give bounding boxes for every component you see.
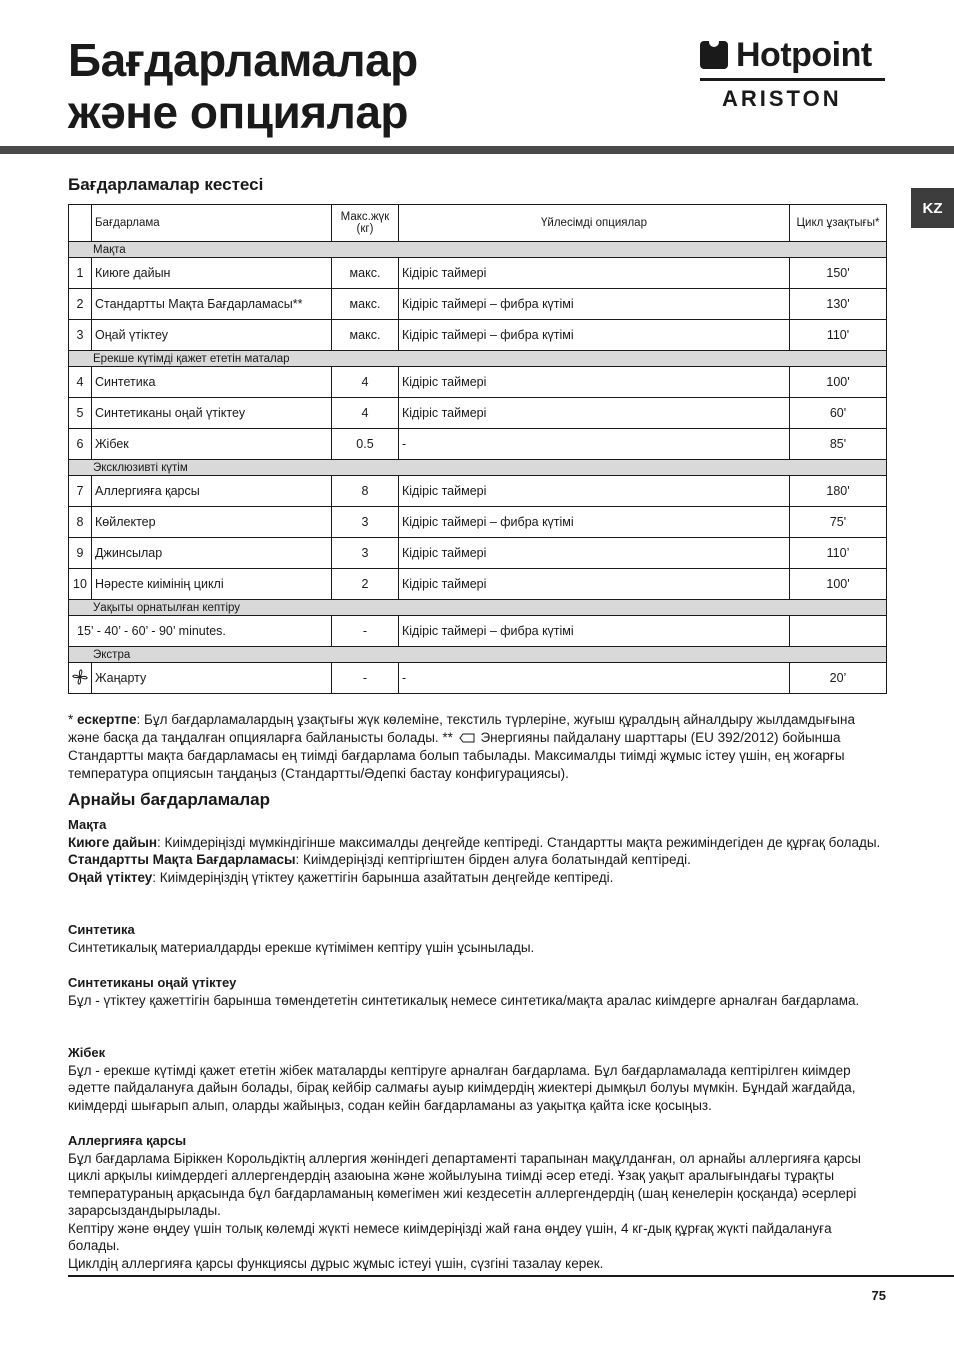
program-name: Джинсылар <box>92 538 332 569</box>
program-load: 4 <box>332 367 399 398</box>
section-silk <box>68 1044 886 1114</box>
program-name: Нәресте киімінің циклі <box>92 569 332 600</box>
table-row <box>69 616 887 647</box>
program-duration <box>790 616 887 647</box>
synthetic-easy-text: Бұл - үтіктеу қажеттігін барынша төмендететін синтетикалық немесе синтетика/мақта аралас киімдерге арналған бағдарлама. <box>68 992 860 1008</box>
synthetic-easy-heading: Синтетиканы оңай үтіктеу <box>68 975 237 990</box>
synthetic-text: Синтетикалық материалдарды ерекше күтімімен кептіру үшін ұсынылады. <box>68 939 535 955</box>
section-synthetic <box>68 921 886 956</box>
title-line-1: Бағдарламалар <box>68 34 418 86</box>
program-options: Кідіріс таймері <box>399 258 790 289</box>
program-duration: 100' <box>790 569 887 600</box>
program-load: 2 <box>332 569 399 600</box>
program-number <box>69 663 92 694</box>
program-number: 10 <box>69 569 92 600</box>
table-row <box>69 398 887 429</box>
program-duration: 110' <box>790 320 887 351</box>
header-divider <box>0 146 954 154</box>
program-options: Кідіріс таймері <box>399 538 790 569</box>
silk-heading: Жібек <box>68 1045 106 1060</box>
header-load: Макс.жүк (кг) <box>332 205 399 242</box>
program-duration: 75' <box>790 507 887 538</box>
program-duration: 20’ <box>790 663 887 694</box>
program-load: 3 <box>332 507 399 538</box>
program-name: Көйлектер <box>92 507 332 538</box>
footer-divider <box>68 1275 954 1277</box>
program-number: 8 <box>69 507 92 538</box>
program-load: макс. <box>332 289 399 320</box>
program-duration: 110’ <box>790 538 887 569</box>
program-duration: 130' <box>790 289 887 320</box>
cotton-heading: Мақта <box>68 817 107 832</box>
hotpoint-logo-icon <box>700 41 728 69</box>
table-header-row <box>69 205 887 242</box>
section-name: Мақта <box>69 242 887 258</box>
program-options: Кідіріс таймері <box>399 367 790 398</box>
header-duration: Цикл ұзақтығы* <box>790 205 887 242</box>
table-row <box>69 289 887 320</box>
program-load: макс. <box>332 258 399 289</box>
brand-sub: ARISTON <box>722 86 842 111</box>
program-duration: 85' <box>790 429 887 460</box>
cotton-p2: Стандартты Мақта Бағдарламасы: Киімдеріңізді кептіргіштен бірден алуға болатындай кептіреді. <box>68 852 691 867</box>
table-section-row <box>69 351 887 367</box>
header-options: Үйлесімді опциялар <box>399 205 790 242</box>
page-number: 75 <box>871 1288 886 1303</box>
program-load: 3 <box>332 538 399 569</box>
table-row <box>69 538 887 569</box>
program-duration: 150' <box>790 258 887 289</box>
header-program: Бағдарлама <box>92 205 332 242</box>
programs-table <box>68 204 887 694</box>
program-options: Кідіріс таймері – фибра күтімі <box>399 507 790 538</box>
special-title: Арнайы бағдарламалар <box>68 790 271 809</box>
program-load: макс. <box>332 320 399 351</box>
table-row <box>69 429 887 460</box>
footnote <box>68 711 886 783</box>
fan-icon <box>71 668 89 686</box>
title-line-2: және опциялар <box>68 86 409 138</box>
program-options: Кідіріс таймері – фибра күтімі <box>399 320 790 351</box>
program-options: Кідіріс таймері <box>399 476 790 507</box>
program-name: Аллергияға қарсы <box>92 476 332 507</box>
table-row <box>69 476 887 507</box>
program-options: Кідіріс таймері <box>399 569 790 600</box>
cotton-p3: Оңай үтіктеу: Киімдеріңіздің үтіктеу қажеттігін барынша азайтатын деңгейде кептіреді. <box>68 869 614 885</box>
eco-icon <box>459 733 475 743</box>
silk-text: Бұл - ерекше күтімді қажет ететін жібек маталарды кептіруге арналған бағдарлама. Бұл бағдарламалада кептірілген киімдер әдетте пайдалануға дайын болады, бірақ кейбір салмағы ауыр киімдердің жиектері дымқыл болуы мүмкін. Бұндай жағдайда, киімдерді шығарып алып, оларды жайыңыз, содан кейін бағдарламаны аз уақытқа қайта іске қосыңыз. <box>68 1062 856 1113</box>
allergy-text-3: Циклдің аллергияға қарсы функциясы дұрыс жұмыс істеуі үшін, сүзгіні тазалау керек. <box>68 1255 604 1271</box>
program-number: 9 <box>69 538 92 569</box>
program-options: - <box>399 429 790 460</box>
program-name: Синтетиканы оңай үтіктеу <box>92 398 332 429</box>
section-allergy <box>68 1132 886 1272</box>
table-section-row <box>69 460 887 476</box>
section-name: Ерекше күтімді қажет ететін маталар <box>69 351 887 367</box>
section-name: Эксклюзивті күтім <box>69 460 887 476</box>
section-cotton <box>68 816 886 886</box>
footnote-text: : Бұл бағдарламалардың ұзақтығы жүк көлеміне, текстиль түрлеріне, жуғыш құралдың айналдыру жылдамдығына және басқа да таңдалған опцияларға байланысты болады. ** <box>68 712 855 745</box>
program-duration: 180' <box>790 476 887 507</box>
language-tab: KZ <box>911 188 954 228</box>
program-name: 15’ - 40’ - 60’ - 90’ minutes. <box>69 616 332 647</box>
program-number: 2 <box>69 289 92 320</box>
program-options: Кідіріс таймері – фибра күтімі <box>399 289 790 320</box>
allergy-heading: Аллергияға қарсы <box>68 1133 187 1148</box>
synthetic-heading: Синтетика <box>68 922 135 937</box>
program-number: 1 <box>69 258 92 289</box>
program-load: 0.5 <box>332 429 399 460</box>
program-name: Оңай үтіктеу <box>92 320 332 351</box>
program-number: 3 <box>69 320 92 351</box>
program-name: Жібек <box>92 429 332 460</box>
footnote-label: ескертпе <box>77 712 137 727</box>
program-duration: 60' <box>790 398 887 429</box>
program-name: Стандартты Мақта Бағдарламасы** <box>92 289 332 320</box>
program-number: 4 <box>69 367 92 398</box>
allergy-text-2: Кептіру және өңдеу үшін толық көлемді жүкті немесе киімдеріңізді жай ғана өңдеу үшін, 4 кг-дық құрғақ жүкті пайдалануға болады. <box>68 1220 832 1253</box>
cotton-p1: Киюге дайын: Киімдеріңізді мүмкіндігінше максималды деңгейде кептіреді. Стандартты мақта режиміндегіден де құрғақ болады. <box>68 834 881 850</box>
table-section-row <box>69 242 887 258</box>
table-row <box>69 320 887 351</box>
table-row <box>69 258 887 289</box>
allergy-text-1: Бұл бағдарлама Біріккен Корольдіктің аллергия жөніндегі департаменті тарапынан мақұлданған, ол арнайы аллергияға қарсы циклі арқылы киімдердегі аллергендердің азаюына және жойылуына тиімді әсер етеді. Ұзақ уақыт аралығындағы тұрақты температураның арқасында бұл бағдарламаның көмегімен жиі кездесетін аллергендердің (шаң кенелерін қосқанда) әсерлері зарарсыздандырылады. <box>68 1150 861 1218</box>
table-section-row <box>69 600 887 616</box>
program-load: - <box>332 663 399 694</box>
program-number: 7 <box>69 476 92 507</box>
program-duration: 100' <box>790 367 887 398</box>
program-load: 8 <box>332 476 399 507</box>
program-number: 6 <box>69 429 92 460</box>
footnote-star: * <box>68 712 74 727</box>
program-options: Кідіріс таймері – фибра күтімі <box>399 616 790 647</box>
table-row <box>69 663 887 694</box>
section-name: Уақыты орнатылған кептіру <box>69 600 887 616</box>
table-title: Бағдарламалар кестесі <box>68 175 264 194</box>
program-load: 4 <box>332 398 399 429</box>
program-name: Киюге дайын <box>92 258 332 289</box>
brand-name: Hotpoint <box>736 36 872 74</box>
program-name: Жаңарту <box>92 663 332 694</box>
page-title <box>68 34 418 138</box>
table-row <box>69 507 887 538</box>
program-options: Кідіріс таймері <box>399 398 790 429</box>
program-number: 5 <box>69 398 92 429</box>
table-row <box>69 367 887 398</box>
footnote-text-2: Энергияны пайдалану шарттары (EU 392/2012) бойынша Стандартты мақта бағдарламасы ең тиімді бағдарлама болып табылады. Максималды тиімді жұмыс істеу үшін, ең жоғарғы температура опциясын таңдаңыз (Стандартты/Әдепкі бастау конфигурациясы). <box>68 730 845 781</box>
table-section-row <box>69 647 887 663</box>
section-name: Экстра <box>69 647 887 663</box>
table-row <box>69 569 887 600</box>
program-name: Синтетика <box>92 367 332 398</box>
program-options: - <box>399 663 790 694</box>
program-load: - <box>332 616 399 647</box>
section-synthetic-easy <box>68 974 886 1009</box>
brand-logo <box>700 38 888 116</box>
